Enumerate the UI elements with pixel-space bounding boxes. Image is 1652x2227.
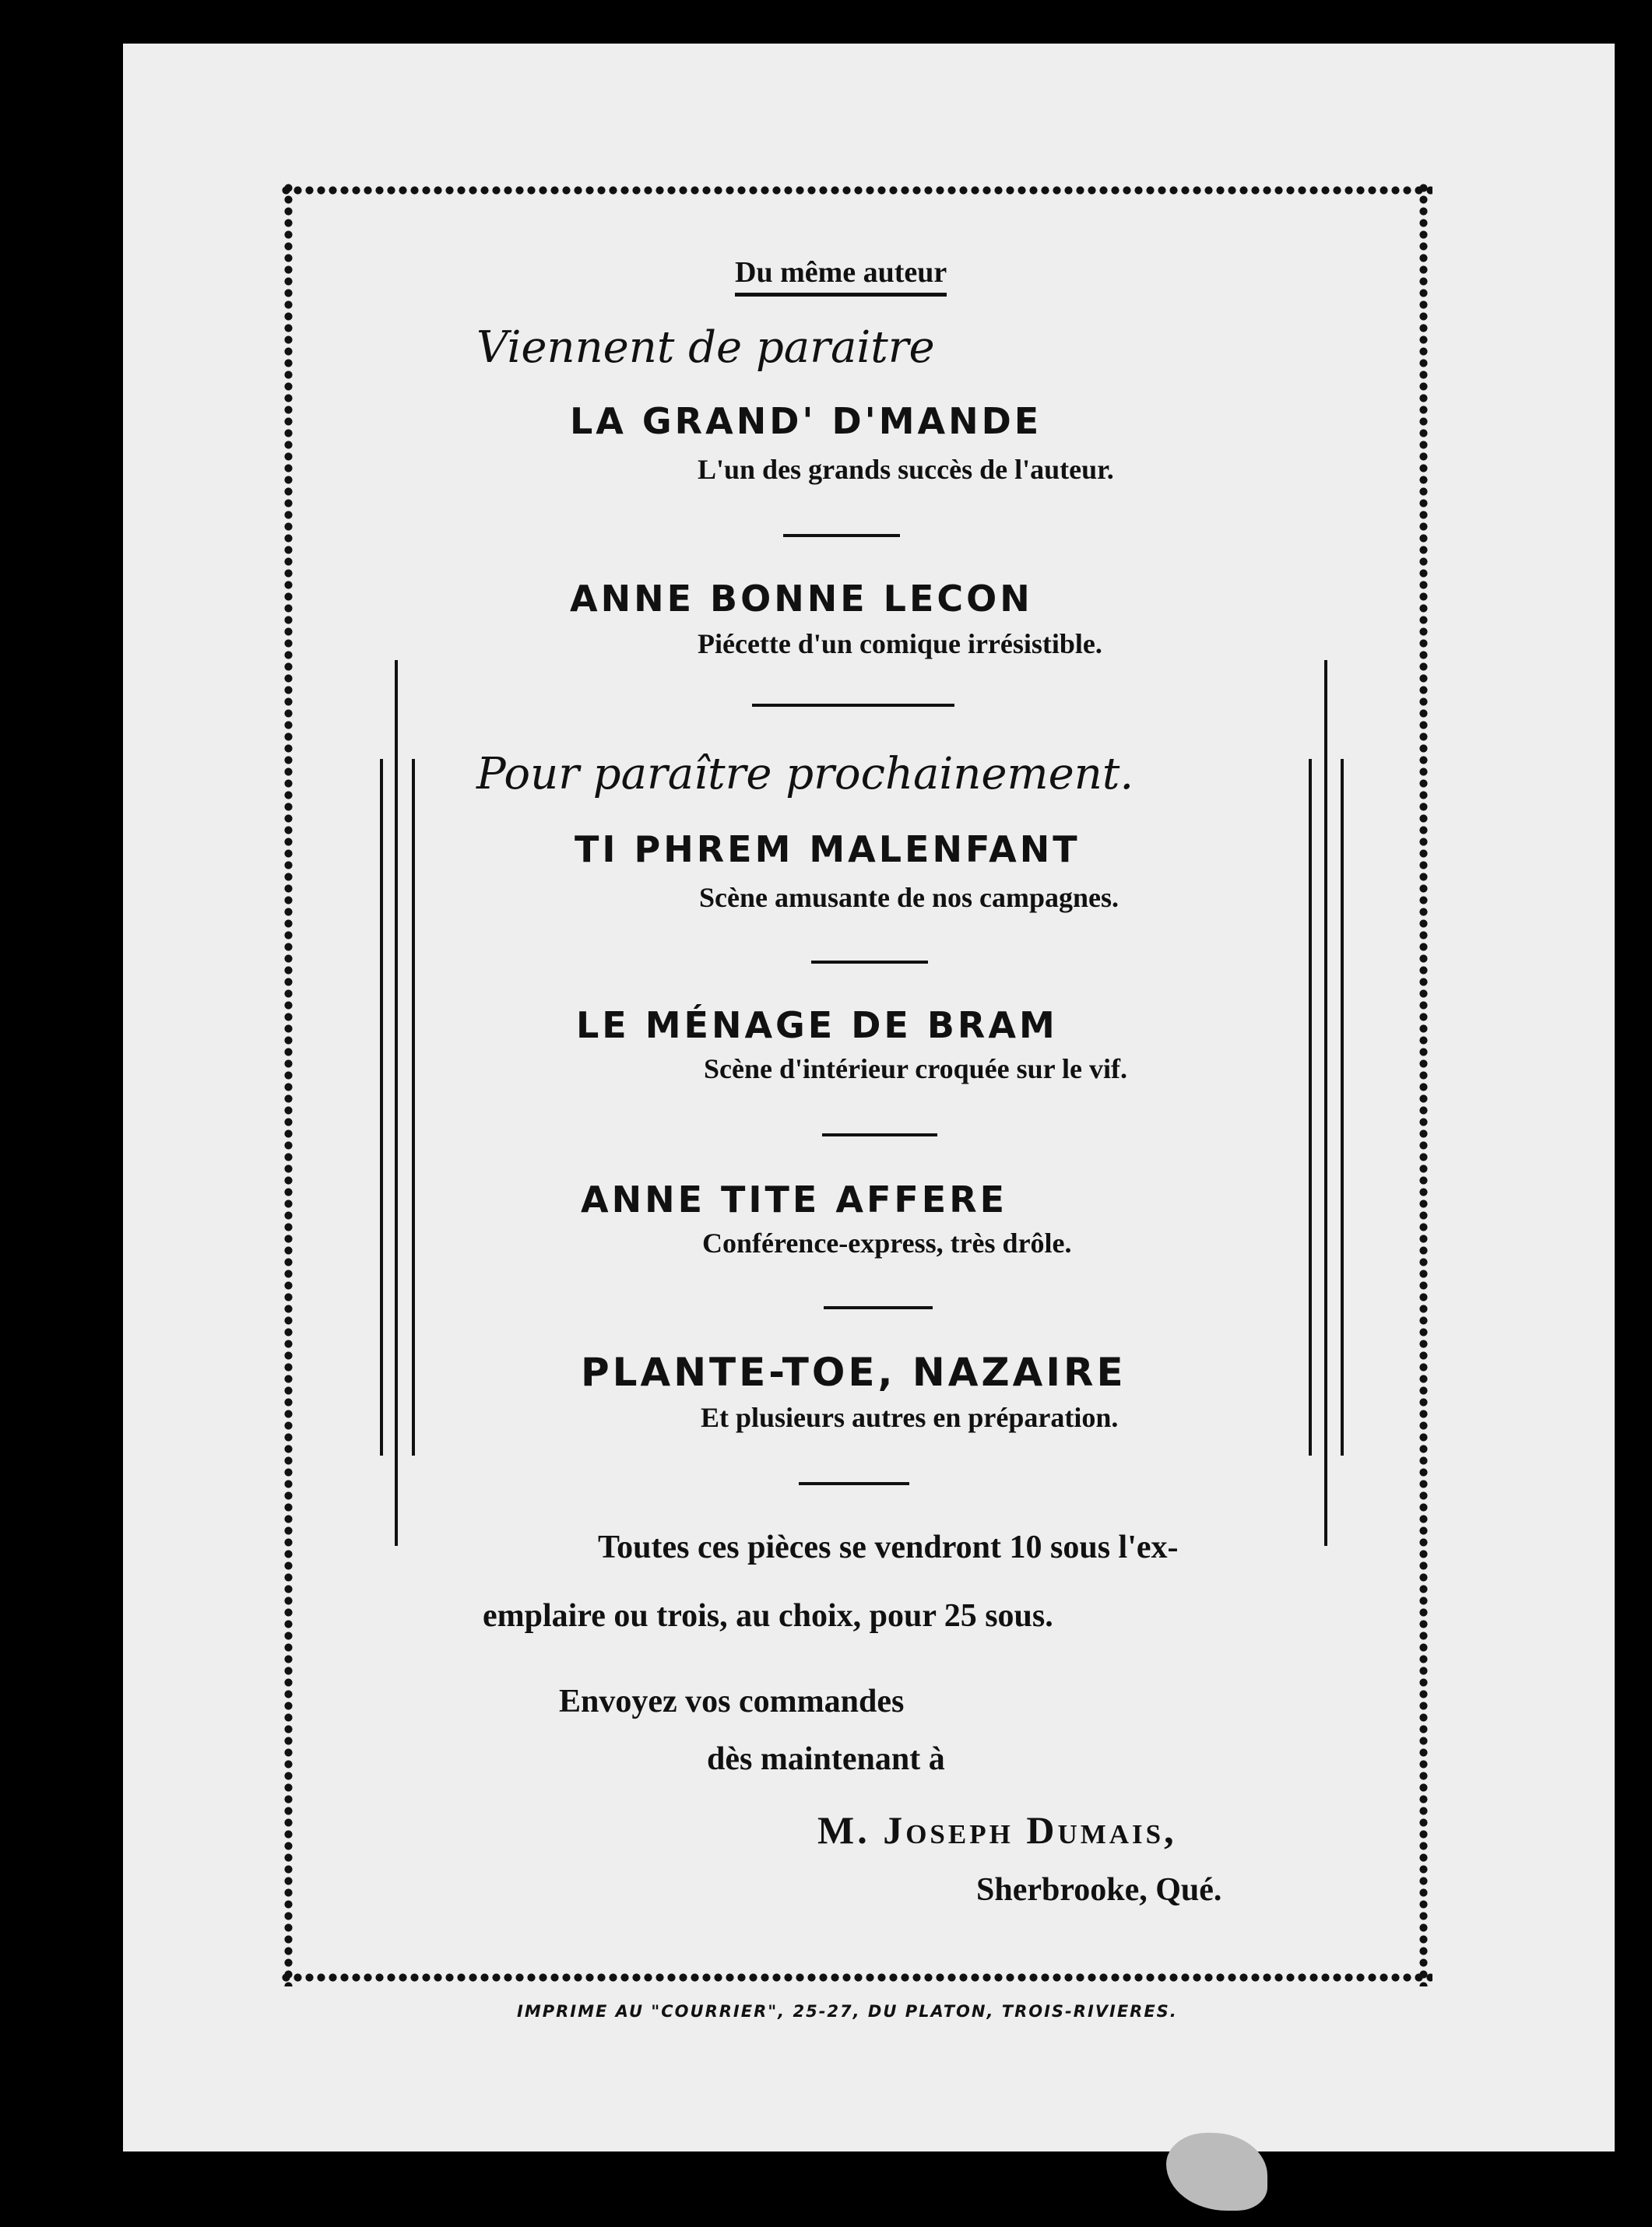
order-line-1: Envoyez vos commandes	[559, 1684, 905, 1719]
frame-border-bottom	[280, 1969, 1432, 1986]
left-vline-inner	[412, 759, 415, 1456]
work-title-1: LA GRAND' D'MANDE	[570, 400, 1042, 442]
printer-imprint: IMPRIME AU "COURRIER", 25-27, DU PLATON, TROIS-RIVIERES.	[517, 2002, 1178, 2021]
right-vline-center	[1324, 660, 1327, 1546]
divider-1	[783, 534, 900, 537]
divider-2	[752, 704, 954, 707]
pricing-line-2: emplaire ou trois, au choix, pour 25 sous.	[483, 1598, 1053, 1634]
frame-border-right	[1415, 182, 1432, 1986]
pricing-line-1: Toutes ces pièces se vendront 10 sous l'ex-	[598, 1530, 1179, 1565]
order-line-2: dès maintenant à	[707, 1741, 945, 1777]
work-desc-6: Et plusieurs autres en préparation.	[701, 1402, 1119, 1433]
left-vline-outer	[380, 759, 383, 1456]
left-vline-center	[395, 660, 398, 1546]
right-vline-inner	[1309, 759, 1312, 1456]
divider-5	[824, 1306, 933, 1309]
work-title-5: ANNE TITE AFFERE	[581, 1178, 1008, 1221]
section-forthcoming: Pour paraître prochainement.	[476, 749, 1134, 799]
divider-6	[799, 1482, 909, 1485]
work-desc-2: Piécette d'un comique irrésistible.	[698, 628, 1102, 659]
publisher-name: M. Joseph Dumais,	[817, 1808, 1177, 1852]
work-title-6: PLANTE-TOE, NAZAIRE	[581, 1350, 1127, 1395]
divider-3	[811, 961, 928, 964]
section-published: Viennent de paraitre	[476, 322, 935, 373]
work-desc-4: Scène d'intérieur croquée sur le vif.	[704, 1053, 1127, 1084]
divider-4	[822, 1133, 937, 1136]
right-vline-outer	[1341, 759, 1344, 1456]
work-title-4: LE MÉNAGE DE BRAM	[576, 1004, 1058, 1046]
work-title-3: TI PHREM MALENFANT	[575, 828, 1081, 870]
frame-border-top	[280, 182, 1432, 199]
work-desc-5: Conférence-express, très drôle.	[702, 1228, 1072, 1259]
work-title-2: ANNE BONNE LECON	[570, 578, 1033, 620]
frame-border-left	[280, 182, 297, 1986]
work-desc-1: L'un des grands succès de l'auteur.	[698, 454, 1114, 485]
work-desc-3: Scène amusante de nos campagnes.	[699, 882, 1119, 913]
publisher-city: Sherbrooke, Qué.	[976, 1872, 1222, 1908]
header-same-author: Du même auteur	[735, 255, 947, 297]
